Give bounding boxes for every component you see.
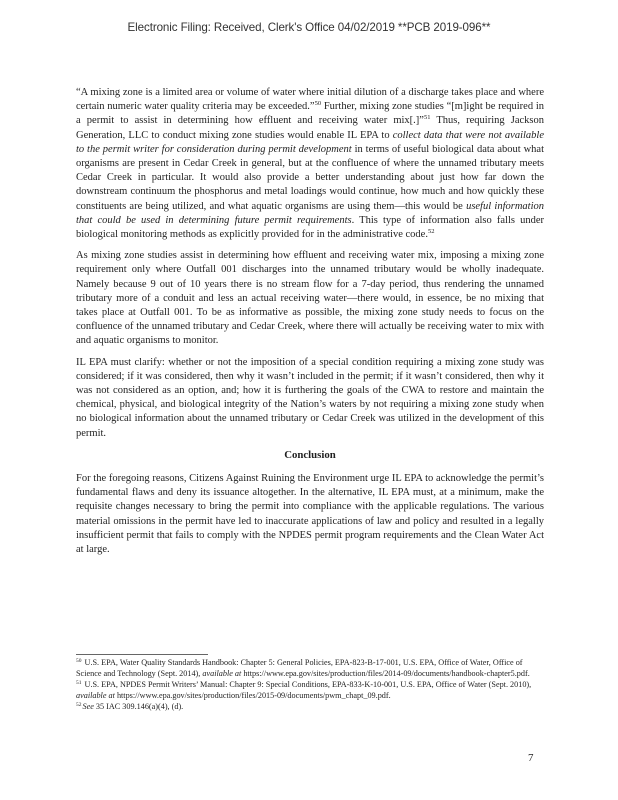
footnote-50: $^{50}$ U.S. EPA, Water Quality Standards Handbook: Chapter 5: General Policies, EPA-823-B-17-001, U.S. EPA, Office of Water, Office of Science and Technology (Sept. 2014), available at https://www.epa.gov/sites/production/files/2014-09/documents/handbook-chapter5.pdf. [76, 658, 530, 678]
footnote-ref-51: 51 [423, 114, 431, 122]
document-body [76, 86, 544, 564]
footnotes [76, 658, 544, 714]
paragraph-conclusion: For the foregoing reasons, Citizens Against Ruining the Environment urge IL EPA to acknowledge the permit’s fundamental flaws and deny its issuance altogether. In the alternative, IL EPA must, at a minimum, make the requisite changes necessary to bring the permit into compliance with the applicable regulations. The various material omissions in the permit have led to inaccurate applications of law and policy and resulted in a legally insufficient permit that fails to comply with the NPDES permit program requirements and the Clean Water Act at large. [76, 473, 544, 556]
footnote-ref-52: 52 [427, 228, 435, 236]
paragraph-outfall-001: As mixing zone studies assist in determining how effluent and receiving water mix, imposing a mixing zone requirement only where Outfall 001 discharges into the unnamed tributary would be wholly inadequate. Namely because 9 out of 10 years there is no stream flow for a 7-day period, thus rendering the unnamed tributary more of a conduit and less an actual receiving water—there would, in essence, be no mixing that takes place at Outfall 001. To be as informative as possible, the mixing zone study needs to focus on the confluence of the unnamed tributary and Cedar Creek, where there will actually be receiving water to mix with and aquatic organisms to monitor. [76, 250, 544, 347]
filing-header: Electronic Filing: Received, Clerk's Office 04/02/2019 **PCB 2019-096** [127, 21, 491, 34]
page-number: 7 [528, 752, 534, 764]
footnote-divider [76, 654, 208, 655]
conclusion-heading: Conclusion [284, 448, 336, 461]
paragraph-il-epa-clarify: IL EPA must clarify: whether or not the imposition of a special condition requiring a mixing zone study was considered; if it was considered, then why it wasn’t included in the permit; if it wasn’t considered, then why it was not considered as an option, and; how it is furthering the goals of the CWA to restore and maintain the chemical, physical, and biological integrity of the Nation’s waters by not requiring a mixing zone study when no biological information about the unnamed tributary or Cedar Creek was utilized in the development of this permit. [76, 356, 544, 439]
footnote-52: $^{52}$See 35 IAC 309.146(a)(4), (d). [76, 702, 184, 712]
footnote-ref-50: 50 [314, 100, 322, 108]
paragraph-mixing-zone-definition: “A mixing zone is a limited area or volume of water where initial dilution of a discharge takes place and where certain numeric water quality criteria may be exceeded.”$^{50}$ Further, mixing zone studies “[m]ight be required in a permit to assist in determining how effluent and receiving water mix[.]”$^{51}$ Thus, requiring Jackson Generation, LLC to conduct mixing zone studies would enable IL EPA to collect data that were not available to the permit writer for consideration during permit development in terms of useful biological data about what organisms are present in Cedar Creek in general, but at the confluence of where the unnamed tributary meets Cedar Creek in particular. It would also provide a better understanding about just how far down the downstream continuum the phosphorus and metal loadings would continue, how much and how quickly these constituents are being utilized, and what aquatic organisms are using them—this would be useful information that could be used in determining future permit requirements. This type of information also falls under biological monitoring methods as explicitly provided for in the administrative code.$^{52}$ [76, 87, 544, 241]
footnote-51: $^{51}$ U.S. EPA, NPDES Permit Writers’ Manual: Chapter 9: Special Conditions, EPA-833-K-10-001, U.S. EPA, Office of Water (Sept. 2010), available at https://www.epa.gov/sites/production/files/2015-09/documents/pwm_chapt_09.pdf. [76, 680, 532, 700]
